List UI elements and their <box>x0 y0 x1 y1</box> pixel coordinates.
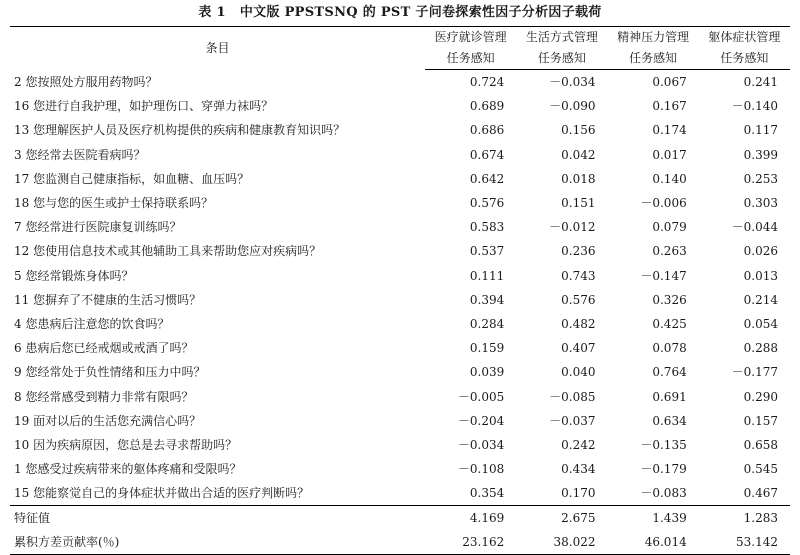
table-row <box>10 312 790 336</box>
factor-1-value: 0.111 <box>469 268 505 283</box>
stat-label: 累积方差贡献率(％) <box>10 530 425 555</box>
factor-2-value: －0.037 <box>549 413 596 428</box>
factor-3-value: －0.006 <box>640 196 687 211</box>
factor-1-value: 0.284 <box>469 316 505 331</box>
factor-4-value: 0.157 <box>743 413 778 428</box>
factor-1-value: 0.394 <box>469 292 505 307</box>
factor-3-value: 0.079 <box>652 220 687 235</box>
factor-4-value: 0.054 <box>743 316 778 331</box>
item-text: 2 您按照处方服用药物吗？ <box>14 74 158 89</box>
factor-1-value: 4.169 <box>425 506 516 531</box>
column-header-4-line2: 任务感知 <box>699 48 790 70</box>
factor-4-value: 1.283 <box>699 506 790 531</box>
factor-1-value: 0.689 <box>469 99 505 114</box>
column-header-1-line2: 任务感知 <box>425 48 516 70</box>
factor-2-value: 0.040 <box>561 365 596 380</box>
item-text: 4 您患病后注意您的饮食吗？ <box>14 316 170 331</box>
factor-3-value: 46.014 <box>608 530 699 555</box>
column-header-item: 条目 <box>10 27 425 70</box>
item-text: 7 您经常进行医院康复训练吗？ <box>14 220 182 235</box>
factor-4-value: 0.117 <box>743 123 778 138</box>
factor-3-value: 0.167 <box>652 99 687 114</box>
summary-row <box>10 506 790 531</box>
factor-2-value: －0.090 <box>549 99 596 114</box>
factor-3-value: －0.135 <box>640 437 687 452</box>
factor-3-value: 0.067 <box>652 75 687 90</box>
table-row <box>10 433 790 457</box>
factor-3-value: 0.140 <box>652 171 687 186</box>
item-text: 3 您经常去医院看病吗？ <box>14 147 146 162</box>
table-row <box>10 70 790 95</box>
factor-2-value: 0.170 <box>561 486 596 501</box>
factor-4-value: 0.545 <box>743 462 778 477</box>
column-header-2-line1: 生活方式管理 <box>516 27 607 49</box>
factor-3-value: －0.147 <box>640 268 687 283</box>
table-body <box>10 70 790 506</box>
factor-3-value: 0.764 <box>652 365 687 380</box>
factor-1-value: －0.204 <box>457 413 505 428</box>
factor-3-value: 0.425 <box>652 316 687 331</box>
factor-2-value: 0.018 <box>561 171 596 186</box>
column-header-3-line1: 精神压力管理 <box>608 27 699 49</box>
factor-2-value: 0.156 <box>561 123 596 138</box>
table-row <box>10 94 790 118</box>
factor-1-value: 0.642 <box>469 171 505 186</box>
factor-2-value: －0.034 <box>549 75 596 90</box>
table-row <box>10 167 790 191</box>
factor-4-value: －0.177 <box>731 365 778 380</box>
item-text: 17 您监测自己健康指标，如血糖、血压吗？ <box>14 171 250 186</box>
factor-2-value: 0.743 <box>561 268 596 283</box>
summary-row <box>10 530 790 555</box>
factor-2-value: 0.042 <box>561 147 596 162</box>
factor-4-value: 0.214 <box>743 292 778 307</box>
table-row <box>10 191 790 215</box>
factor-1-value: 0.576 <box>469 196 505 211</box>
factor-3-value: 0.017 <box>652 147 687 162</box>
factor-1-value: －0.034 <box>457 437 505 452</box>
factor-4-value: 0.288 <box>743 341 778 356</box>
factor-1-value: 0.686 <box>469 123 505 138</box>
item-text: 18 您与您的医生或护士保持联系吗？ <box>14 196 214 211</box>
column-header-1-line1: 医疗就诊管理 <box>425 27 516 49</box>
item-text: 1 您感受过疾病带来的躯体疼痛和受限吗？ <box>14 462 242 477</box>
item-text: 5 您经常锻炼身体吗？ <box>14 268 134 283</box>
factor-1-value: 0.674 <box>469 147 505 162</box>
factor-3-value: 0.691 <box>652 389 687 404</box>
table-number: 表 1 <box>198 5 226 20</box>
table-header <box>10 27 790 70</box>
item-text: 10 因为疾病原因，您总是去寻求帮助吗？ <box>14 437 238 452</box>
factor-2-value: 0.482 <box>561 316 596 331</box>
item-text: 15 您能察觉自己的身体症状并做出合适的医疗判断吗？ <box>14 486 310 501</box>
factor-3-value: 0.174 <box>652 123 687 138</box>
item-text: 11 您摒弃了不健康的生活习惯吗？ <box>14 292 202 307</box>
table-row <box>10 409 790 433</box>
factor-loading-table <box>10 26 790 555</box>
table-summary <box>10 506 790 555</box>
factor-2-value: －0.085 <box>549 389 596 404</box>
factor-2-value: 0.236 <box>561 244 596 259</box>
factor-1-value: 0.039 <box>469 365 505 380</box>
table-row <box>10 360 790 384</box>
factor-4-value: 0.241 <box>743 75 778 90</box>
factor-4-value: －0.044 <box>731 220 778 235</box>
factor-2-value: －0.012 <box>549 220 596 235</box>
factor-4-value: 0.467 <box>743 486 778 501</box>
factor-4-value: 0.290 <box>743 389 778 404</box>
table-row <box>10 336 790 360</box>
factor-4-value: 0.303 <box>743 196 778 211</box>
factor-3-value: 0.326 <box>652 292 687 307</box>
factor-4-value: 0.658 <box>743 437 778 452</box>
factor-1-value: 0.537 <box>469 244 505 259</box>
factor-2-value: 0.576 <box>561 292 596 307</box>
factor-4-value: 0.013 <box>743 268 778 283</box>
item-text: 13 您理解医护人员及医疗机构提供的疾病和健康教育知识吗？ <box>14 123 346 138</box>
factor-3-value: －0.179 <box>640 462 687 477</box>
factor-3-value: 1.439 <box>608 506 699 531</box>
table-row <box>10 384 790 408</box>
factor-2-value: 0.407 <box>561 341 596 356</box>
table-title: 中文版 PPSTSNQ 的 PST 子问卷探索性因子分析因子载荷 <box>239 5 602 20</box>
factor-1-value: 0.159 <box>469 341 505 356</box>
item-text: 9 您经常处于负性情绪和压力中吗？ <box>14 365 206 380</box>
factor-4-value: 0.253 <box>743 171 778 186</box>
factor-1-value: －0.005 <box>457 389 505 404</box>
table-row <box>10 457 790 481</box>
factor-1-value: 0.724 <box>469 75 505 90</box>
column-header-4-line1: 躯体症状管理 <box>699 27 790 49</box>
factor-2-value: 0.151 <box>561 196 596 211</box>
factor-4-value: 0.026 <box>743 244 778 259</box>
table-row <box>10 143 790 167</box>
table-row <box>10 239 790 263</box>
factor-2-value: 0.434 <box>561 462 596 477</box>
item-text: 6 患病后您已经戒烟或戒酒了吗？ <box>14 341 194 356</box>
column-header-2-line2: 任务感知 <box>516 48 607 70</box>
factor-3-value: －0.083 <box>640 486 687 501</box>
item-text: 8 您经常感受到精力非常有限吗？ <box>14 389 194 404</box>
factor-4-value: －0.140 <box>731 99 778 114</box>
factor-2-value: 2.675 <box>516 506 607 531</box>
factor-3-value: 0.078 <box>652 341 687 356</box>
table-row <box>10 215 790 239</box>
stat-label: 特征值 <box>10 506 425 531</box>
factor-4-value: 53.142 <box>699 530 790 555</box>
factor-3-value: 0.634 <box>652 413 687 428</box>
item-text: 16 您进行自我护理，如护理伤口、穿弹力袜吗？ <box>14 99 274 114</box>
factor-1-value: 0.583 <box>469 220 505 235</box>
factor-3-value: 0.263 <box>652 244 687 259</box>
column-header-3-line2: 任务感知 <box>608 48 699 70</box>
factor-1-value: 0.354 <box>469 486 505 501</box>
table-row <box>10 481 790 506</box>
factor-2-value: 0.242 <box>561 437 596 452</box>
item-text: 19 面对以后的生活您充满信心吗？ <box>14 413 202 428</box>
table-row <box>10 118 790 142</box>
table-row <box>10 288 790 312</box>
table-row <box>10 264 790 288</box>
factor-2-value: 38.022 <box>516 530 607 555</box>
table-caption <box>10 4 790 22</box>
factor-1-value: －0.108 <box>457 462 505 477</box>
factor-4-value: 0.399 <box>743 147 778 162</box>
factor-1-value: 23.162 <box>425 530 516 555</box>
item-text: 12 您使用信息技术或其他辅助工具来帮助您应对疾病吗？ <box>14 244 322 259</box>
